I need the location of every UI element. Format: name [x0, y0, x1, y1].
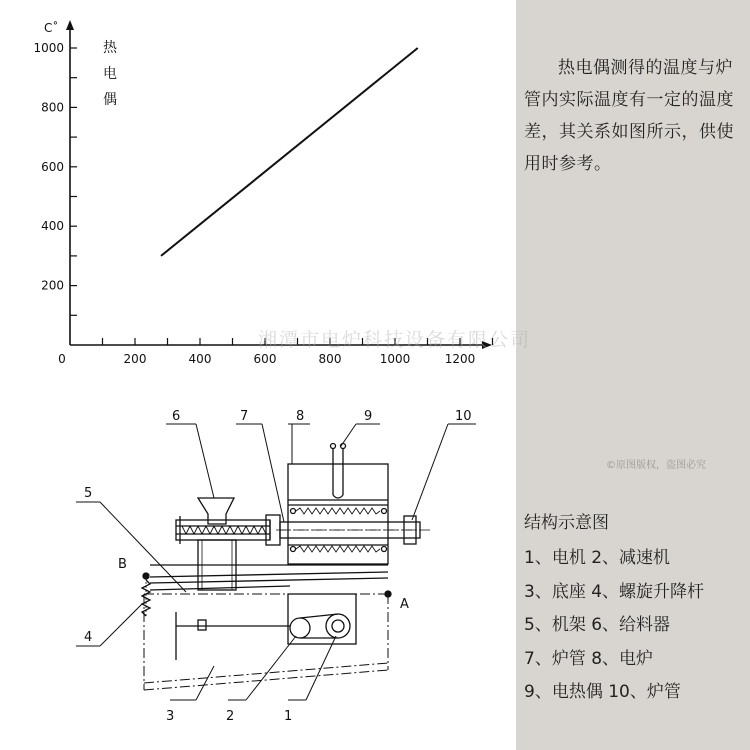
y-axis-label — [103, 39, 118, 108]
center-watermark: 湘潭市电炉科技设备有限公司 — [258, 329, 532, 351]
callout-8: 8 — [296, 409, 305, 424]
electric-furnace — [288, 464, 388, 564]
furnace-tube — [276, 516, 430, 544]
x-tick-label: 600 — [253, 352, 277, 366]
thermocouple-chart — [33, 20, 492, 366]
series-line — [161, 48, 418, 256]
y-tick-label: 600 — [41, 159, 64, 174]
callout-10: 10 — [455, 409, 472, 424]
description-text: 热电偶测得的温度与炉管内实际温度有一定的温度差，其关系如图所示，供使用时参考。 — [524, 58, 734, 174]
x-tick-label: 1200 — [444, 352, 476, 366]
y-tick-label: 400 — [41, 219, 64, 234]
x-tick-label: 800 — [318, 352, 342, 366]
callout-leaders — [76, 424, 476, 700]
structure-item: 7、炉管 8、电炉 — [524, 648, 654, 669]
x-tick-label-0: 0 — [58, 352, 66, 366]
callout-5: 5 — [84, 486, 93, 501]
callout-7: 7 — [240, 409, 249, 424]
point-b-label: B — [118, 557, 127, 572]
x-tick-label: 1000 — [379, 352, 411, 366]
callout-2: 2 — [226, 709, 235, 724]
point-a-label: A — [400, 597, 409, 612]
structure-item: 1、电机 2、减速机 — [524, 548, 671, 568]
motor-pulley — [290, 618, 310, 638]
structure-title: 结构示意图 — [524, 513, 609, 533]
screw-feeder — [176, 515, 280, 545]
callout-6: 6 — [172, 409, 181, 424]
y-axis-label-text: 热电偶 — [103, 40, 117, 108]
y-tick-label: 800 — [41, 100, 64, 115]
motor-reducer-unit — [288, 594, 356, 644]
y-tick-label: 1000 — [33, 41, 64, 55]
y-axis-arrow — [66, 20, 74, 30]
x-tick-label: 400 — [188, 352, 212, 366]
copyright-watermark: ©原图版权，盗图必究 — [606, 460, 706, 471]
point-a-marker — [385, 591, 391, 597]
callout-1: 1 — [284, 709, 293, 724]
y-tick-label: 200 — [41, 278, 64, 293]
structure-diagram — [76, 424, 476, 700]
callout-4: 4 — [84, 630, 93, 645]
point-b-marker — [143, 573, 149, 579]
base-outline — [144, 594, 388, 690]
structure-list — [524, 542, 704, 710]
structure-item: 3、底座 4、螺旋升降杆 — [524, 581, 705, 602]
callout-3: 3 — [166, 709, 175, 724]
reducer-pulley — [326, 614, 350, 638]
y-unit-label: C˚ — [44, 21, 59, 35]
callout-9: 9 — [364, 409, 373, 424]
callout-labels — [84, 409, 472, 724]
structure-item: 5、机架 6、给料器 — [524, 615, 671, 635]
machine-frame — [150, 565, 388, 660]
thermocouple — [331, 444, 346, 499]
structure-item: 9、电热偶 10、炉管 — [524, 682, 681, 702]
x-tick-label: 200 — [123, 352, 147, 366]
